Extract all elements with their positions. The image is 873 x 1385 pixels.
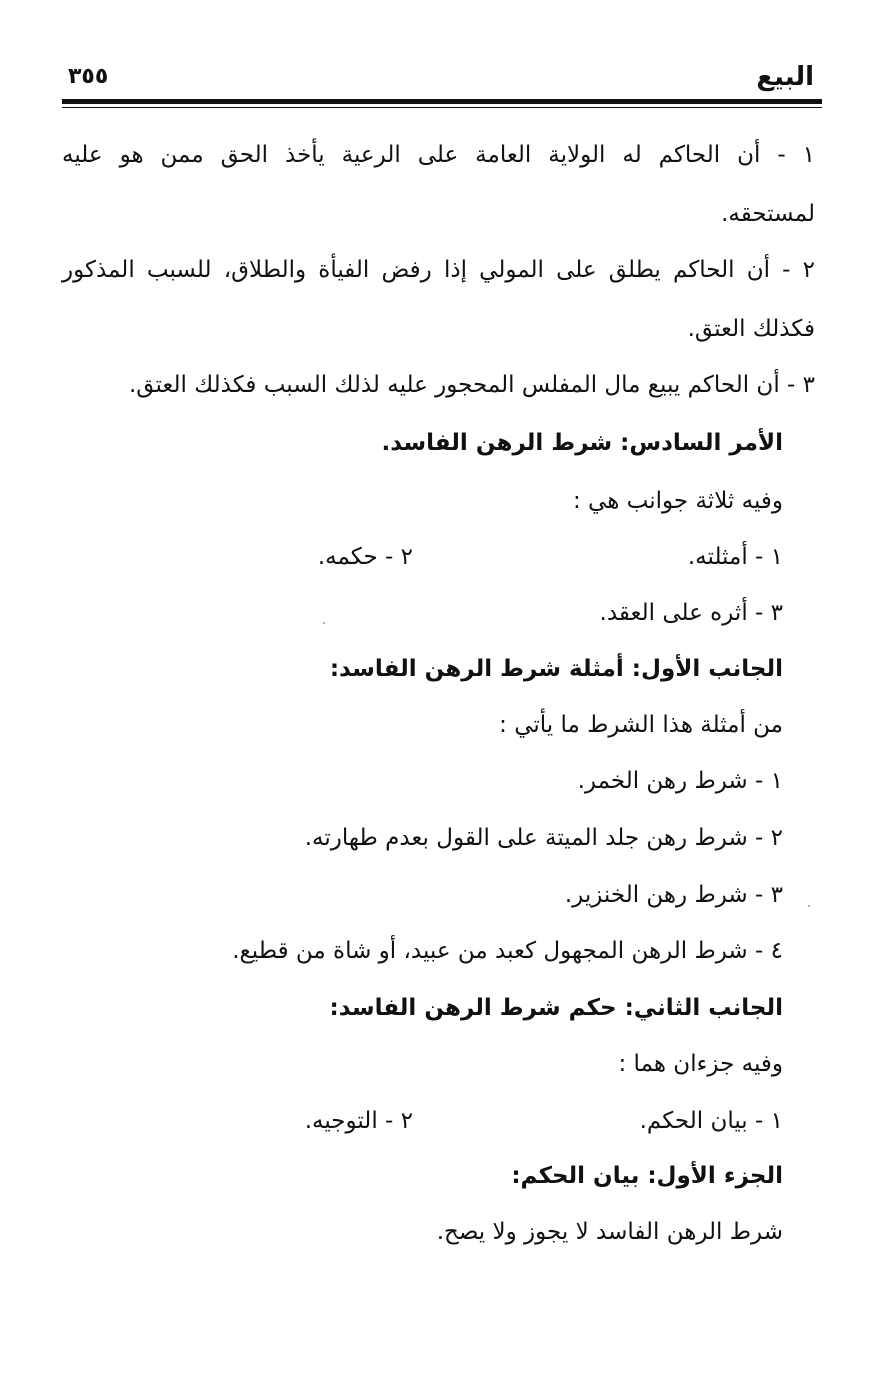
ruling-text: شرط الرهن الفاسد لا يجوز ولا يصح. [436, 1219, 783, 1245]
heading-sixth-matter: الأمر السادس: شرط الرهن الفاسد. [381, 430, 783, 456]
paragraph-2-line-1: ٢ - أن الحاكم يطلق على المولي إذا رفض الفيأة والطلاق، للسبب المذكور [62, 257, 815, 283]
part-1: ١ - بيان الحكم. [639, 1108, 783, 1134]
paragraph-2-line-2: فكذلك العتق. [687, 316, 815, 342]
aspects-row-1 [317, 544, 783, 570]
scan-speck [323, 622, 325, 624]
header-rule-thin [62, 107, 822, 108]
paragraph-1-line-2: لمستحقه. [721, 201, 815, 227]
running-title: البيع [756, 62, 814, 92]
intro-examples: من أمثلة هذا الشرط ما يأتي : [499, 712, 783, 738]
intro-aspects: وفيه ثلاثة جوانب هي : [573, 488, 783, 514]
part-2: ٢ - التوجيه. [304, 1108, 413, 1134]
example-1: ١ - شرط رهن الخمر. [577, 768, 783, 794]
heading-second-aspect: الجانب الثاني: حكم شرط الرهن الفاسد: [329, 995, 783, 1021]
paragraph-3: ٣ - أن الحاكم يبيع مال المفلس المحجور عليه لذلك السبب فكذلك العتق. [129, 372, 815, 398]
aspect-2: ٢ - حكمه. [317, 544, 413, 570]
aspect-3: ٣ - أثره على العقد. [599, 600, 783, 626]
page-number: ٣٥٥ [68, 64, 109, 89]
aspect-1: ١ - أمثلته. [687, 544, 783, 570]
heading-first-aspect: الجانب الأول: أمثلة شرط الرهن الفاسد: [329, 656, 783, 682]
example-3: ٣ - شرط رهن الخنزير. [564, 882, 783, 908]
header-rule-thick [62, 99, 822, 104]
example-2: ٢ - شرط رهن جلد الميتة على القول بعدم طهارته. [304, 825, 783, 851]
example-4: ٤ - شرط الرهن المجهول كعبد من عبيد، أو شاة من قطيع. [232, 938, 783, 964]
parts-row [304, 1108, 783, 1134]
heading-first-part: الجزء الأول: بيان الحكم: [511, 1163, 783, 1189]
paragraph-1-line-1: ١ - أن الحاكم له الولاية العامة على الرعية يأخذ الحق ممن هو عليه [62, 142, 815, 168]
intro-parts: وفيه جزءان هما : [618, 1051, 783, 1077]
scan-speck [808, 905, 810, 907]
page-header [62, 58, 822, 98]
